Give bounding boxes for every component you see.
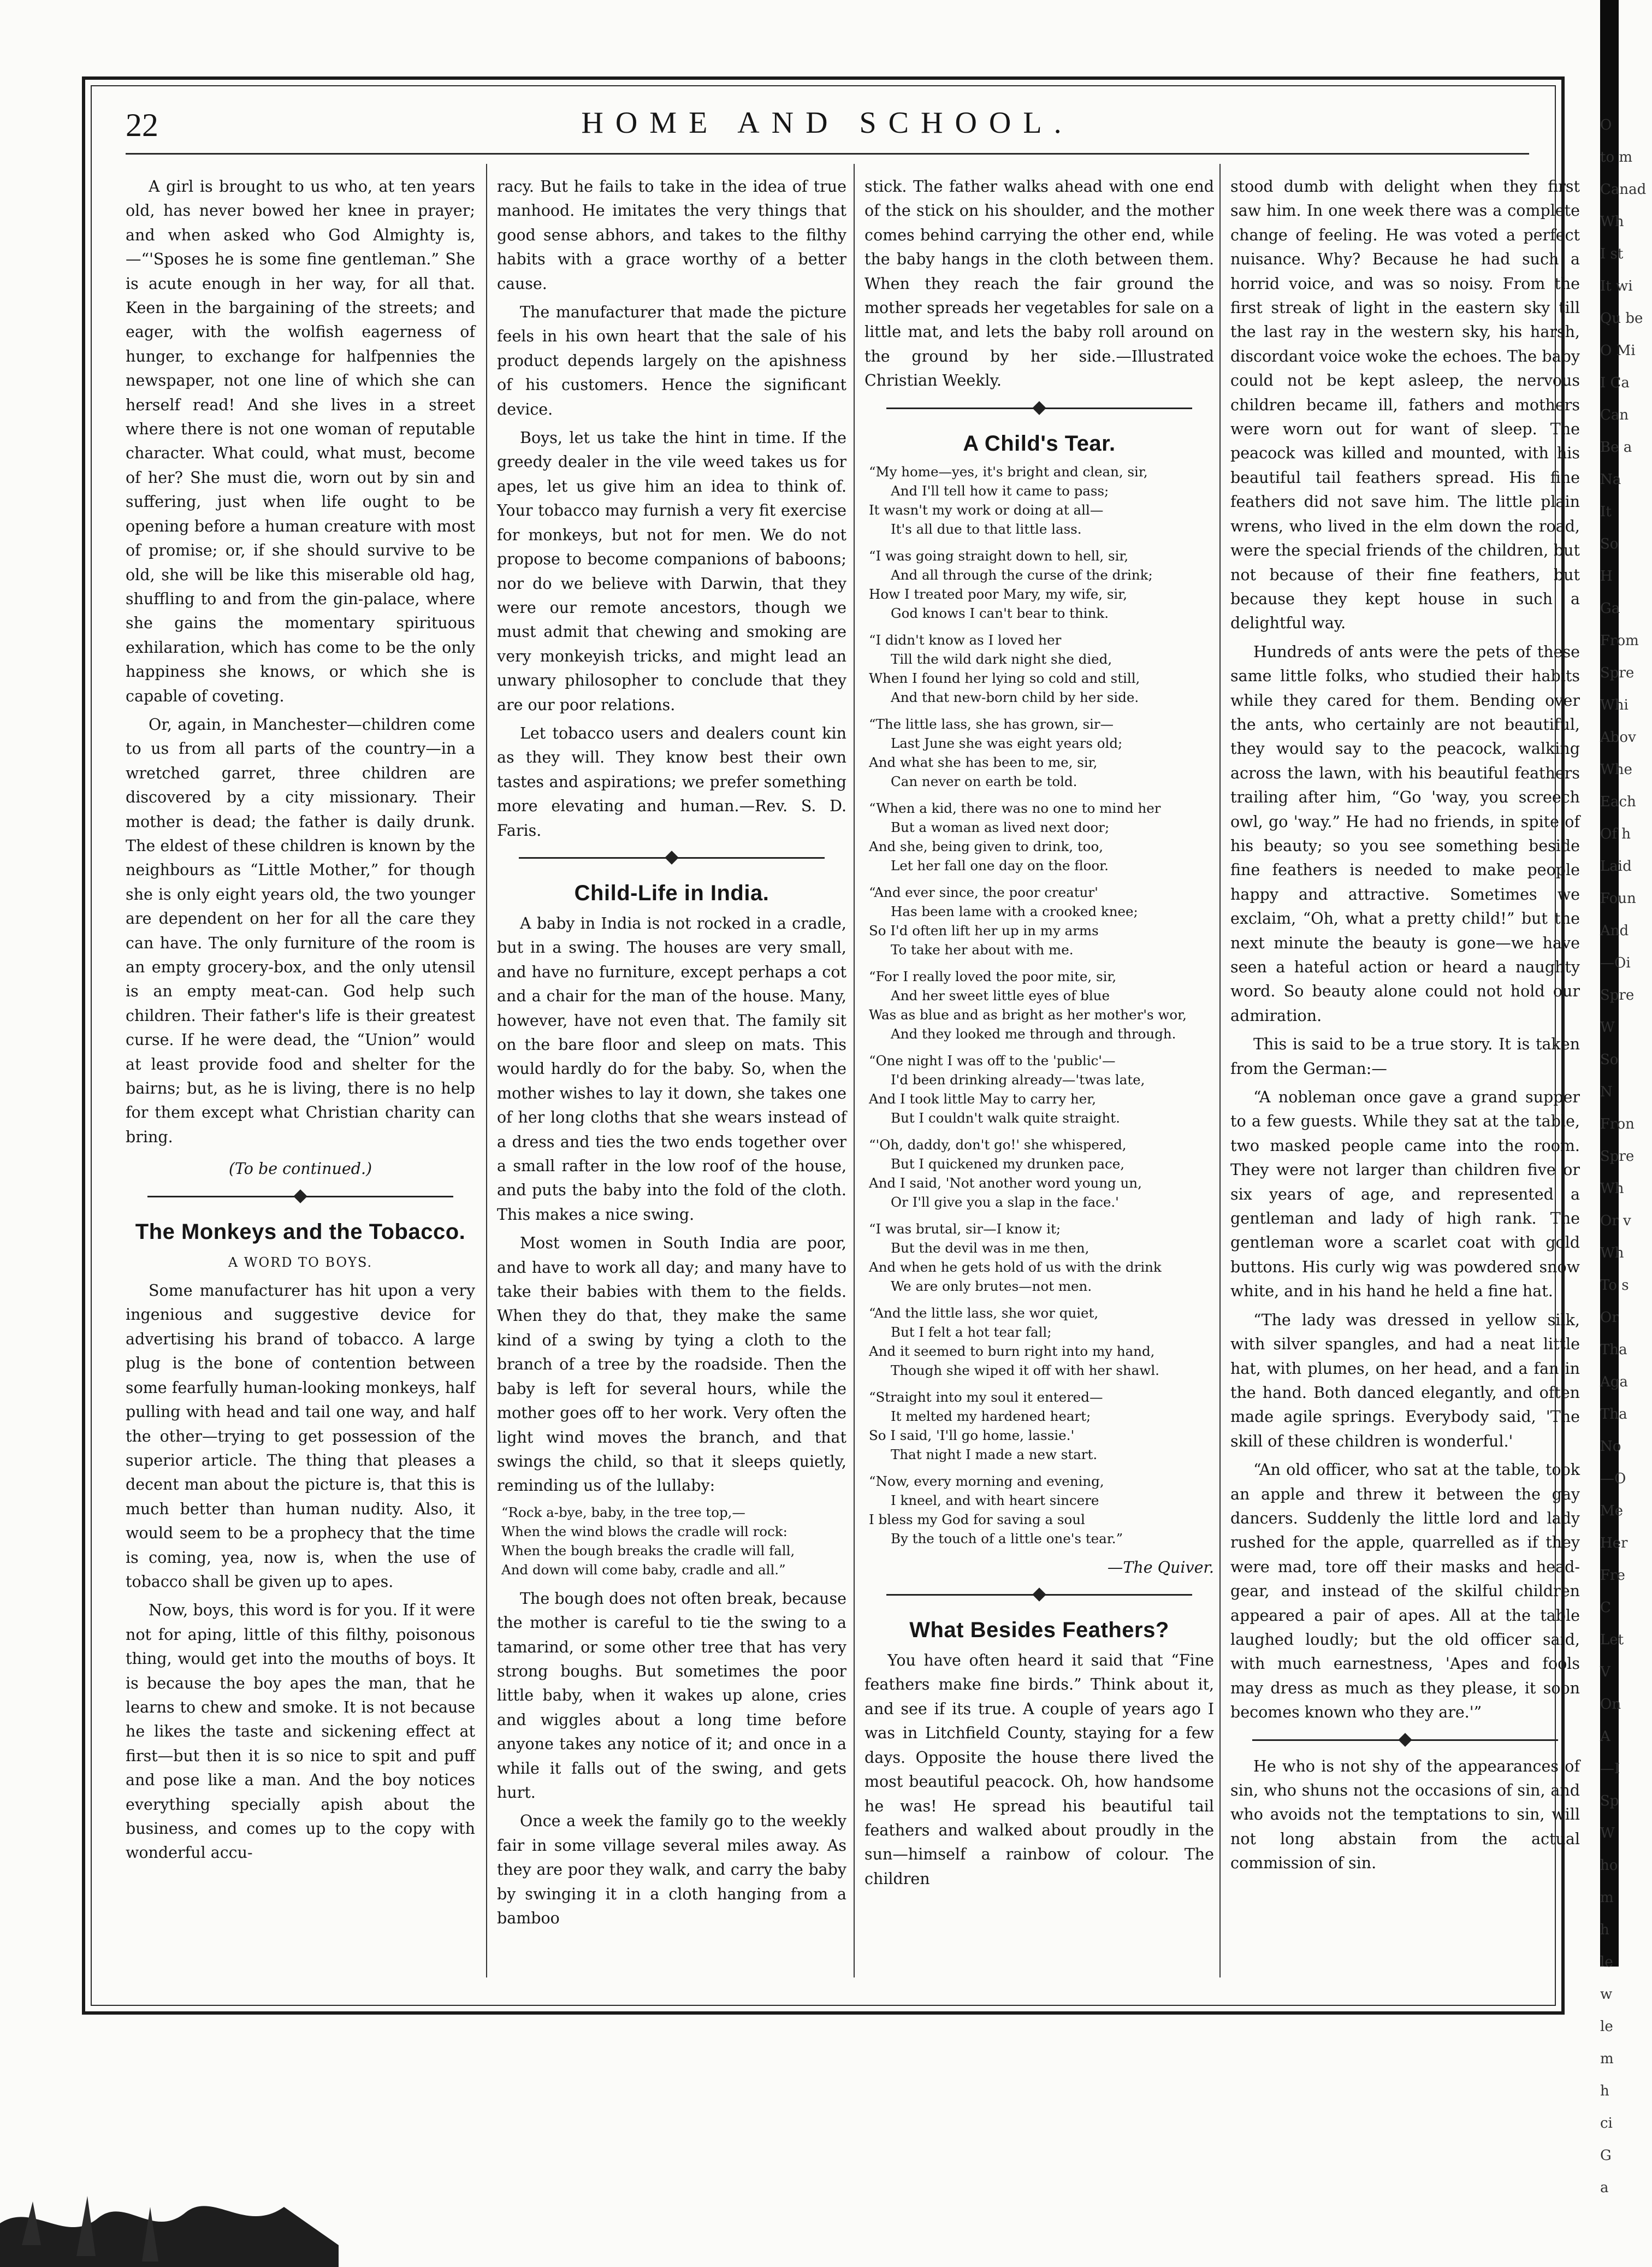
edge-fragment: Abov bbox=[1600, 729, 1636, 746]
poem-stanza bbox=[869, 630, 1214, 707]
poem-line: But I felt a hot tear fall; bbox=[891, 1324, 1052, 1340]
poem-line: And I'll tell how it came to pass; bbox=[891, 482, 1109, 499]
paragraph: Boys, let us take the hint in time. If the greedy dealer in the vile weed takes us for apes, let us give him an idea to think of. Your tobacco may furnish a very fit exercise for monkeys, but not for men. We do not propose to become companions of baboons; nor do we believe with Darwin, that they were our remote ancestors, though we must admit that chewing and smoking are very monkeyish tricks, and might lead an unwary philosopher to conclude that they are our poor relations. bbox=[497, 429, 846, 714]
edge-fragment: From bbox=[1600, 633, 1639, 649]
paragraph: “The lady was dressed in yellow silk, with silver spangles, and had a neat little hat, with plumes, on her head, and a fan in the hand. Both danced elegantly, and often made agile springs. Everybody said, 'The skill of these children is wonderful.' bbox=[1230, 1310, 1580, 1450]
poem-line: And she, being given to drink, too, bbox=[869, 838, 1104, 854]
section-divider bbox=[886, 1585, 1192, 1604]
column-divider bbox=[854, 164, 855, 1977]
edge-fragment: Na bbox=[1600, 471, 1621, 488]
poem-line: Let her fall one day on the floor. bbox=[891, 857, 1109, 873]
poem-line: “My home—yes, it's bright and clean, sir, bbox=[869, 463, 1148, 480]
edge-fragment: Foun bbox=[1600, 890, 1636, 907]
edge-fragment: h bbox=[1600, 1922, 1609, 1938]
edge-fragment: O bbox=[1600, 117, 1612, 133]
edge-fragment: G bbox=[1600, 2147, 1612, 2164]
edge-fragment: Wh bbox=[1600, 214, 1624, 230]
poem-a-childs-tear bbox=[869, 462, 1214, 1548]
poem-line: Has been lame with a crooked knee; bbox=[891, 903, 1138, 919]
poem-line: “I didn't know as I loved her bbox=[869, 631, 1062, 648]
edge-fragment: Aga bbox=[1600, 1374, 1628, 1390]
poem-line: That night I made a new start. bbox=[891, 1446, 1098, 1462]
poem-line: And I took little May to carry her, bbox=[869, 1090, 1097, 1107]
poem-line: I kneel, and with heart sincere bbox=[891, 1492, 1099, 1508]
paragraph: The manufacturer that made the picture feels in his own heart that the sale of his product depends largely on the apishness of his customers. Hence the significant device. bbox=[497, 303, 846, 418]
article-title-feathers: What Besides Feathers? bbox=[909, 1618, 1169, 1643]
poem-title: A Child's Tear. bbox=[963, 431, 1116, 456]
lullaby-verse bbox=[501, 1503, 846, 1579]
poem-line: “I was brutal, sir—I know it; bbox=[869, 1220, 1061, 1237]
paragraph: Or, again, in Manchester—children come to us from all parts of the country—in a wretched garret, three children are discovered by a city missionary. Their mother is dead; the father is daily drunk. The eldest of these children is known by the neighbours as “Little Mother,” for though she is only eight years old, the two younger are dependent on her for all the care they can have. The only furniture of the room is an empty grocery-box, and the only utensil is an empty meat-can. God help such children. Their father's life is their greatest curse. If he were dead, the “Union” would at least provide food and shelter for the bairns; but, as he is living, there is no help for them except what Christian charity can bring. bbox=[126, 715, 475, 1146]
edge-fragment: Qu be bbox=[1600, 310, 1643, 327]
edge-fragment: Spre bbox=[1600, 987, 1635, 1003]
column-4 bbox=[1230, 175, 1580, 1967]
paragraph: Now, boys, this word is for you. If it were not for aping, little of this filthy, poisonous thing, would get into the mouths of boys. It is because the boy apes the man, that he learns to chew and smoke. It is not because he likes the taste and sickening effect at first—but then it is so nice to spit and puff and pose like a man. And the boy notices everything specially apish about the business, and comes up to the copy with wonderful accu- bbox=[126, 1601, 475, 1862]
running-title: HOME AND SCHOOL. bbox=[581, 106, 1074, 140]
column-3 bbox=[865, 175, 1214, 1967]
paragraph: stood dumb with delight when they first saw him. In one week there was a complete change of feeling. He was voted a perfect nuisance. Why? Because he had such a horrid voice, and was so noisy. From the first streak of light in the eastern sky till the last ray in the western sky, his harsh, discordant voice woke the echoes. The baby could not be kept asleep, the nervous children became ill, fathers and mothers were worn out for want of sleep. The peacock was killed and mounted, with his beautiful tail feathers spread. His fine feathers did not save him. The little plain wrens, who lived in the elm down the road, were the special friends of the children, but not because of their fine feathers, but because they kept house in such a delightful way. bbox=[1230, 178, 1580, 633]
edge-fragment: Wh bbox=[1600, 1245, 1624, 1261]
column-divider bbox=[1219, 164, 1221, 1977]
page-header bbox=[126, 90, 1529, 150]
poem-line: Can never on earth be told. bbox=[891, 773, 1077, 789]
poem-line: But I quickened my drunken pace, bbox=[891, 1155, 1125, 1172]
edge-fragment: a bbox=[1600, 2180, 1609, 2196]
edge-fragment: On bbox=[1600, 1696, 1621, 1713]
poem-line: We are only brutes—not men. bbox=[891, 1278, 1092, 1294]
poem-line: And they looked me through and through. bbox=[891, 1025, 1176, 1042]
poem-line: Or I'll give you a slap in the face.' bbox=[891, 1194, 1119, 1210]
edge-fragment: Spre bbox=[1600, 665, 1635, 681]
edge-fragment: le bbox=[1600, 1954, 1613, 1970]
edge-fragment: Her bbox=[1600, 1535, 1628, 1551]
edge-fragment: Of h bbox=[1600, 826, 1631, 842]
poem-line: “The little lass, she has grown, sir— bbox=[869, 716, 1114, 732]
paragraph: A girl is brought to us who, at ten years old, has never bowed her knee in prayer; and when asked who God Almighty is,—“'Sposes he is some fine gentleman.” She is acute enough in her way, for all that. Keen in the bargaining of the streets; and eager, with the wolfish eagerness of hunger, to exchange for halfpennies the newspaper, not one line of which she can herself read! And she lives in a street where there is not one woman of reputable character. What could, what must, become of her? She must die, worn out by sin and suffering, just when life ought to be opening before a human creature with most of promise; or, if she should survive to be old, she will be like this miserable old hag, shuffling to and from the gin-palace, where she gains the momentary spirituous exhilaration, which has come to be the only happiness she knows, or which she is capable of coveting. bbox=[126, 178, 475, 705]
poem-stanza bbox=[869, 1472, 1214, 1548]
column-2 bbox=[497, 175, 846, 1967]
edge-fragment: m bbox=[1600, 2051, 1614, 2067]
verse-line: When the wind blows the cradle will rock: bbox=[501, 1523, 787, 1539]
edge-fragment: So bbox=[1600, 1052, 1619, 1068]
edge-fragment: Be a bbox=[1600, 439, 1632, 456]
edge-fragment: Let bbox=[1600, 1632, 1624, 1648]
edge-fragment: to m bbox=[1600, 149, 1633, 166]
poem-line: And when he gets hold of us with the drink bbox=[869, 1259, 1162, 1275]
edge-fragment: To s bbox=[1600, 1277, 1629, 1294]
edge-fragment: I st bbox=[1600, 246, 1624, 262]
poem-line: I bless my God for saving a soul bbox=[869, 1511, 1085, 1527]
poem-line: “Straight into my soul it entered— bbox=[869, 1389, 1103, 1405]
edge-fragment: Me bbox=[1600, 1503, 1624, 1519]
edge-fragment: Ga bbox=[1600, 600, 1620, 617]
paragraph: “A nobleman once gave a grand supper to a few guests. While they sat at the table, two masked people came into the room. They were not larger than children five or six years of age, and represented a gentleman and lady of high rank. The gentleman wore a scarlet coat with gold buttons. His curly wig was powdered snow white, and in his hand he held a fine hat. bbox=[1230, 1088, 1580, 1301]
poem-line: Though she wiped it off with her shawl. bbox=[891, 1362, 1159, 1378]
poem-line: “Now, every morning and evening, bbox=[869, 1473, 1104, 1489]
poem-stanza bbox=[869, 1135, 1214, 1212]
poem-line: But a woman as lived next door; bbox=[891, 819, 1110, 835]
edge-fragment: A bbox=[1600, 1728, 1610, 1745]
edge-fragment: I Ca bbox=[1600, 375, 1630, 391]
edge-fragment: C bbox=[1600, 1599, 1611, 1616]
poem-line: And that new-born child by her side. bbox=[891, 689, 1139, 705]
edge-fragment: Or v bbox=[1600, 1213, 1631, 1229]
edge-fragment: ho bbox=[1600, 1857, 1618, 1874]
poem-line: So I said, 'I'll go home, lassie.' bbox=[869, 1427, 1075, 1443]
poem-stanza bbox=[869, 715, 1214, 791]
paragraph: stick. The father walks ahead with one end of the stick on his shoulder, and the mother comes behind carrying the other end, while the baby hangs in the cloth between them. When they reach the fair ground the mother spreads her vegetables for sale on a little mat, and lets the baby roll around on the ground by her side.—Illustrated Christian Weekly. bbox=[865, 178, 1214, 390]
edge-fragment: Laid bbox=[1600, 858, 1632, 875]
poem-line: And her sweet little eyes of blue bbox=[891, 987, 1110, 1003]
edge-fragment: V bbox=[1600, 1664, 1610, 1680]
edge-fragment: It wi bbox=[1600, 278, 1633, 294]
paragraph: Most women in South India are poor, and have to work all day; and many have to take their babies with them to the fields. When they do that, they make the same kind of a swing by tying a cloth to the branch of a tree by the roadside. Then the baby is left for several hours, while the mother goes off to her work. Very often the light wind moves the branch, and that swings the child, so that it sleeps quietly, reminding us of the lullaby: bbox=[497, 1234, 846, 1495]
poem-line: It's all due to that little lass. bbox=[891, 521, 1082, 537]
poem-line: “And the little lass, she wor quiet, bbox=[869, 1304, 1099, 1321]
poem-line: And it seemed to burn right into my hand, bbox=[869, 1343, 1155, 1359]
edge-fragment: Spre bbox=[1600, 1148, 1635, 1165]
edge-fragment: W bbox=[1600, 1019, 1615, 1036]
paragraph: This is said to be a true story. It is taken from the German:— bbox=[1230, 1035, 1580, 1078]
show-through-ink bbox=[0, 2136, 339, 2267]
article-title-india: Child-Life in India. bbox=[574, 881, 769, 905]
edge-fragment: No bbox=[1600, 1438, 1621, 1455]
adjacent-page-edge bbox=[1600, 109, 1652, 2196]
edge-fragment: Or bbox=[1600, 1309, 1619, 1326]
edge-fragment: h bbox=[1600, 2083, 1609, 2099]
paragraph: Hundreds of ants were the pets of these same little folks, who studied their habits while they cared for them. Bending over the ants, who certainly are not beautiful, they would say to the peacock, walking across the lawn, with his beautiful feathers trailing after him, “Go 'way, you screech owl, go 'way.” He had no friends, in spite of his beauty; so you see something beside fine feathers is needed to make people happy and attractive. Sometimes we exclaim, “Oh, what a pretty child!” but the next minute the beauty is gone—we have seen a hateful action or heard a naughty word. So beauty alone could not hold our admiration. bbox=[1230, 642, 1580, 1025]
poem-line: “And ever since, the poor creatur' bbox=[869, 884, 1098, 900]
poem-stanza bbox=[869, 1219, 1214, 1296]
article-subtitle: A WORD TO BOYS. bbox=[228, 1254, 373, 1270]
paragraph: Some manufacturer has hit upon a very ingenious and suggestive device for advertising his brand of tobacco. A large plug is the bone of contention between some fearfully human-looking monkeys, half pulling with head and tail one way, and half the other—trying to get possession of the superior article. The thing that pleases a decent man about the picture is, that this is much better than human nudity. Also, it would seem to be a prophecy that the time is coming, yea, now is, when the use of tobacco shall be given up to apes. bbox=[126, 1282, 475, 1591]
edge-fragment: It bbox=[1600, 504, 1612, 520]
section-divider bbox=[147, 1187, 453, 1206]
header-rule bbox=[126, 153, 1529, 155]
edge-fragment: Canad bbox=[1600, 181, 1647, 198]
article-title-monkeys: The Monkeys and the Tobacco. bbox=[135, 1219, 466, 1244]
continued-note: (To be continued.) bbox=[228, 1160, 372, 1178]
edge-fragment: Each bbox=[1600, 794, 1636, 810]
column-1 bbox=[126, 175, 475, 1967]
edge-fragment: Whi bbox=[1600, 697, 1629, 713]
poem-line: How I treated poor Mary, my wife, sir, bbox=[869, 586, 1128, 602]
section-divider bbox=[886, 399, 1192, 417]
poem-line: It melted my hardened heart; bbox=[891, 1408, 1091, 1424]
poem-line: When I found her lying so cold and still, bbox=[869, 670, 1140, 686]
edge-fragment: —O bbox=[1600, 1471, 1626, 1487]
poem-line: “When a kid, there was no one to mind her bbox=[869, 800, 1161, 816]
paragraph: He who is not shy of the appearances of sin, who shuns not the occasions of sin, and who avoids not the temptations to sin, will not long abstain from the actual commission of sin. bbox=[1230, 1757, 1580, 1873]
poem-stanza bbox=[869, 1388, 1214, 1464]
edge-fragment: Fre bbox=[1600, 1567, 1625, 1584]
poem-stanza bbox=[869, 546, 1214, 623]
poem-line: Was as blue and as bright as her mother's wor, bbox=[869, 1006, 1187, 1023]
edge-fragment: —Oi bbox=[1600, 955, 1631, 971]
poem-line: To take her about with me. bbox=[891, 941, 1074, 958]
poem-line: And what she has been to me, sir, bbox=[869, 754, 1098, 770]
paragraph: racy. But he fails to take in the idea of true manhood. He imitates the very things that good sense abhors, and takes to the filthy habits with a grace worthy of a better cause. bbox=[497, 178, 846, 293]
edge-fragment: O Mi bbox=[1600, 343, 1636, 359]
poem-line: “'Oh, daddy, don't go!' she whispered, bbox=[869, 1136, 1127, 1153]
poem-stanza bbox=[869, 1303, 1214, 1380]
section-divider bbox=[519, 848, 825, 867]
edge-fragment: le bbox=[1600, 2018, 1613, 2035]
edge-fragment: Can bbox=[1600, 407, 1629, 423]
edge-fragment: m bbox=[1600, 1890, 1614, 1906]
verse-line: “Rock a-bye, baby, in the tree top,— bbox=[501, 1504, 745, 1520]
poem-line: But the devil was in me then, bbox=[891, 1239, 1090, 1256]
edge-fragment: —I bbox=[1600, 1761, 1620, 1777]
edge-fragment: And bbox=[1600, 923, 1629, 939]
column-divider bbox=[486, 164, 487, 1977]
paragraph: “An old officer, who sat at the table, took an apple and threw it between the gay dancers. Suddenly the little lord and lady rushed for the apple, quarrelled as if they were mad, tore off their masks and head-gear, and instead of the skilful children appeared a pair of apes. All at the table laughed loudly; but the old officer said, with much earnestness, 'Apes and fools may dress as much as they please, it soon becomes known who they are.'” bbox=[1230, 1461, 1580, 1722]
edge-fragment: Whe bbox=[1600, 761, 1632, 778]
poem-line: And I said, 'Not another word young un, bbox=[869, 1174, 1142, 1191]
poem-line: “One night I was off to the 'public'— bbox=[869, 1052, 1116, 1068]
edge-fragment: W bbox=[1600, 1825, 1615, 1841]
poem-stanza bbox=[869, 799, 1214, 875]
verse-line: When the bough breaks the cradle will fall, bbox=[501, 1542, 795, 1558]
poem-stanza bbox=[869, 883, 1214, 959]
edge-fragment: Sp bbox=[1600, 1793, 1619, 1809]
page-number: 22 bbox=[126, 107, 158, 143]
poem-line: “For I really loved the poor mite, sir, bbox=[869, 968, 1117, 984]
poem-line: I'd been drinking already—'twas late, bbox=[891, 1071, 1145, 1088]
poem-attribution: —The Quiver. bbox=[1107, 1558, 1214, 1577]
paragraph: The bough does not often break, because the mother is careful to tie the swing to a tamarind, or some other tree that has very strong boughs. But sometimes the poor little baby, when it wakes up alone, cries and wiggles about a long time before anyone takes any notice of it; and once in a while it falls out of the swing, and gets hurt. bbox=[497, 1589, 846, 1802]
edge-fragment: So bbox=[1600, 536, 1619, 552]
edge-fragment: H bbox=[1600, 568, 1613, 585]
poem-line: Till the wild dark night she died, bbox=[891, 651, 1112, 667]
edge-fragment: N bbox=[1600, 1084, 1613, 1100]
edge-fragment: w bbox=[1600, 1986, 1613, 2003]
poem-line: But I couldn't walk quite straight. bbox=[891, 1109, 1120, 1126]
poem-line: And all through the curse of the drink; bbox=[891, 566, 1153, 583]
edge-fragment: Tha bbox=[1600, 1342, 1627, 1358]
edge-fragment: Fron bbox=[1600, 1116, 1635, 1132]
poem-stanza bbox=[869, 967, 1214, 1043]
poem-stanza bbox=[869, 462, 1214, 539]
section-divider bbox=[1252, 1731, 1558, 1749]
poem-line: God knows I can't bear to think. bbox=[891, 605, 1109, 621]
edge-fragment: Wh bbox=[1600, 1180, 1624, 1197]
verse-line: And down will come baby, cradle and all.” bbox=[501, 1561, 786, 1578]
poem-line: By the touch of a little one's tear.” bbox=[891, 1530, 1123, 1546]
edge-fragment: ci bbox=[1600, 2115, 1613, 2132]
paragraph: Once a week the family go to the weekly fair in some village several miles away. As they are poor they walk, and carry the baby by swinging it in a cloth hanging from a bamboo bbox=[497, 1812, 846, 1927]
poem-line: So I'd often lift her up in my arms bbox=[869, 922, 1099, 938]
paragraph: Let tobacco users and dealers count kin as they will. They know best their own tastes and aspirations; we prefer something more elevating and human.—Rev. S. D. Faris. bbox=[497, 724, 846, 840]
poem-line: “I was going straight down to hell, sir, bbox=[869, 547, 1129, 564]
poem-line: It wasn't my work or doing at all— bbox=[869, 501, 1104, 518]
paragraph: You have often heard it said that “Fine feathers make fine birds.” Think about it, and see if its true. A couple of years ago I was in Litchfield County, staying for a few days. Opposite the house there lived the most beautiful peacock. Oh, how handsome he was! He spread his beautiful tail feathers and walked about proudly in the sun—himself a rainbow of colour. The children bbox=[865, 1651, 1214, 1888]
poem-line: Last June she was eight years old; bbox=[891, 735, 1123, 751]
paragraph: A baby in India is not rocked in a cradle, but in a swing. The houses are very small, and have no furniture, except perhaps a cot and a chair for the man of the house. Many, however, have not even that. The family sit on the bare floor and sleep on mats. This would hardly do for the baby. So, when the mother wishes to lay it down, she takes one of her long cloths that she wears instead of a dress and ties the two ends together over a small rafter in the low roof of the house, and puts the baby into the fold of the cloth. This makes a nice swing. bbox=[497, 914, 846, 1224]
poem-stanza bbox=[869, 1051, 1214, 1127]
edge-fragment: Tha bbox=[1600, 1406, 1627, 1422]
